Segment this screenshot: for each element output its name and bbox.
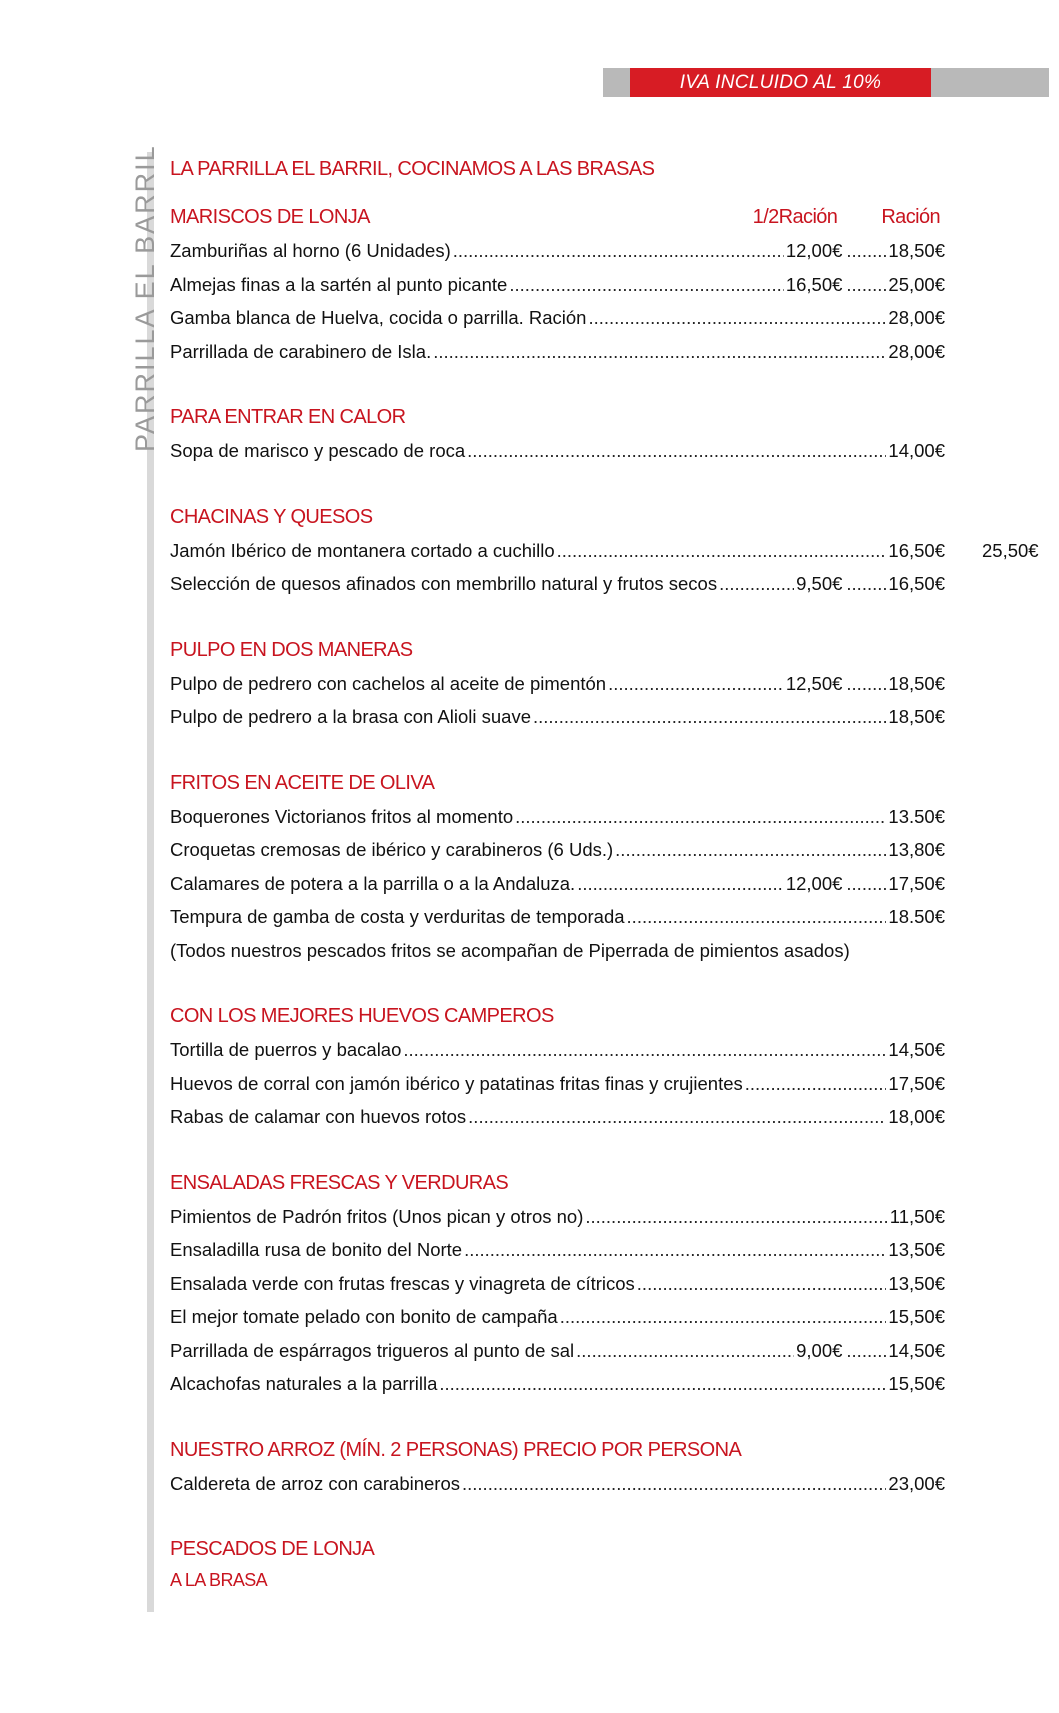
menu-item-price: 23,00€ <box>888 1472 945 1494</box>
menu-item-name: Boquerones Victorianos fritos al momento <box>170 805 514 827</box>
menu-item-price: 16,50€ <box>888 539 945 561</box>
menu-item <box>170 268 945 302</box>
menu-item-name: Tortilla de puerros y bacalao <box>170 1039 402 1060</box>
dot-leader <box>585 1200 887 1234</box>
menu-item-price: 11,50€ <box>889 1205 945 1227</box>
menu-item-price: 13.50€ <box>888 805 945 827</box>
dot-leader <box>627 900 887 934</box>
dot-leader <box>576 1334 794 1368</box>
menu-item-price: 18.50€ <box>888 906 945 927</box>
section-list-huevos <box>170 1033 945 1134</box>
menu-item-half-price: 9,50€ <box>796 573 843 594</box>
section-list-ensaladas <box>170 1200 945 1401</box>
dot-leader <box>560 1300 887 1334</box>
menu-content <box>170 152 1039 1594</box>
dot-leader <box>439 1367 886 1401</box>
menu-title: LA PARRILLA EL BARRIL, COCINAMOS A LAS BRASAS <box>170 158 655 180</box>
menu-item <box>170 1233 945 1267</box>
menu-item-name: Tempura de gamba de costa y verduritas de temporada <box>170 906 625 927</box>
dot-leader <box>846 567 886 601</box>
menu-item-name: Croquetas cremosas de ibérico y carabineros (6 Uds.) <box>170 839 614 860</box>
menu-item-extra-price: 25,50€ <box>982 539 1039 561</box>
menu-item-half-price: 12,00€ <box>785 240 843 261</box>
section-list-fritos <box>170 800 945 934</box>
dot-leader <box>846 667 886 701</box>
menu-item <box>170 1067 945 1101</box>
menu-item <box>170 900 945 934</box>
section-heading-arroz: NUESTRO ARROZ (MÍN. 2 PERSONAS) PRECIO POR PERSONA <box>170 1438 742 1461</box>
menu-item <box>170 301 945 335</box>
menu-item-name: Calamares de potera a la parrilla o a la Andaluza. <box>170 872 576 894</box>
dot-leader <box>403 1033 886 1067</box>
menu-item-price: 17,50€ <box>888 1072 945 1094</box>
iva-banner: IVA INCLUIDO AL 10% <box>630 68 931 97</box>
dot-leader <box>467 434 886 468</box>
section-header-mariscos <box>170 200 945 234</box>
dot-leader <box>615 833 886 867</box>
menu-item <box>170 1200 945 1234</box>
menu-item-name: Pimientos de Padrón fritos (Unos pican y otros no) <box>170 1205 584 1227</box>
section-list-pulpo <box>170 667 945 734</box>
dot-leader <box>468 1100 886 1134</box>
section-list-chacinas <box>170 534 1039 601</box>
menu-item-name: Selección de quesos afinados con membrillo natural y frutos secos <box>170 573 718 594</box>
column-half-ration: 1/2Ración <box>752 206 838 228</box>
menu-item-name: Jamón Ibérico de montanera cortado a cuchillo <box>170 539 555 561</box>
dot-leader <box>588 301 886 335</box>
dot-leader <box>509 268 784 302</box>
dot-leader <box>608 667 784 701</box>
section-subheading-pescados: A LA BRASA <box>170 1570 268 1590</box>
dot-leader <box>846 234 886 268</box>
section-list-calor <box>170 434 945 468</box>
dot-leader <box>515 800 886 834</box>
menu-item-price: 14,50€ <box>888 1339 945 1361</box>
menu-item <box>170 335 945 369</box>
menu-item-price: 15,50€ <box>888 1373 945 1394</box>
menu-item-price: 18,50€ <box>888 706 945 727</box>
section-heading-calor: PARA ENTRAR EN CALOR <box>170 406 406 428</box>
menu-item-name: Alcachofas naturales a la parrilla <box>170 1373 438 1394</box>
menu-item-price: 13,80€ <box>888 839 945 860</box>
menu-item-price: 18,50€ <box>888 672 945 694</box>
menu-item <box>170 567 945 601</box>
menu-item <box>170 800 945 834</box>
dot-leader <box>453 234 784 268</box>
dot-leader <box>462 1467 886 1501</box>
menu-item-name: Pulpo de pedrero con cachelos al aceite de pimentón <box>170 672 607 694</box>
fritos-note: (Todos nuestros pescados fritos se acompañan de Piperrada de pimientos asados) <box>170 939 850 961</box>
menu-item <box>170 234 945 268</box>
menu-item-price: 13,50€ <box>888 1272 945 1294</box>
section-heading-mariscos: MARISCOS DE LONJA <box>170 206 370 228</box>
menu-item-half-price: 12,00€ <box>785 872 843 894</box>
dot-leader <box>745 1067 887 1101</box>
column-ration: Ración <box>881 206 940 228</box>
menu-item <box>170 667 945 701</box>
menu-item <box>170 833 945 867</box>
menu-item <box>170 867 945 901</box>
menu-item-name: Parrillada de carabinero de Isla. <box>170 340 432 362</box>
dot-leader <box>846 867 886 901</box>
menu-item-price: 18,00€ <box>888 1106 945 1127</box>
menu-item-name: El mejor tomate pelado con bonito de campaña <box>170 1306 558 1327</box>
section-list-arroz <box>170 1467 945 1501</box>
menu-item-price: 28,00€ <box>888 340 945 362</box>
menu-item-name: Ensalada verde con frutas frescas y vinagreta de cítricos <box>170 1272 635 1294</box>
dot-leader <box>577 867 784 901</box>
menu-item-half-price: 12,50€ <box>785 672 843 694</box>
menu-item-name: Rabas de calamar con huevos rotos <box>170 1106 467 1127</box>
section-heading-ensaladas: ENSALADAS FRESCAS Y VERDURAS <box>170 1171 509 1194</box>
menu-item-name: Parrillada de espárragos trigueros al punto de sal <box>170 1339 575 1361</box>
menu-item <box>170 1267 945 1301</box>
menu-item <box>170 1467 945 1501</box>
dot-leader <box>533 700 886 734</box>
menu-item-half-price: 16,50€ <box>785 273 843 295</box>
section-list-mariscos <box>170 234 945 368</box>
menu-item-price: 13,50€ <box>888 1239 945 1260</box>
menu-item <box>170 1300 945 1334</box>
section-heading-chacinas: CHACINAS Y QUESOS <box>170 505 373 528</box>
menu-item-price: 14,00€ <box>888 440 945 461</box>
menu-item-name: Huevos de corral con jamón ibérico y patatinas fritas finas y crujientes <box>170 1072 743 1094</box>
section-heading-fritos: FRITOS EN ACEITE DE OLIVA <box>170 771 435 794</box>
menu-item-name: Gamba blanca de Huelva, cocida o parrilla. Ración <box>170 307 587 328</box>
menu-item-name: Almejas finas a la sartén al punto picante <box>170 273 508 295</box>
dot-leader <box>846 1334 886 1368</box>
menu-item-half-price: 9,00€ <box>796 1339 843 1361</box>
menu-item-name: Ensaladilla rusa de bonito del Norte <box>170 1239 463 1260</box>
menu-item <box>170 1100 945 1134</box>
menu-item-name: Zamburiñas al horno (6 Unidades) <box>170 240 451 261</box>
dot-leader <box>557 534 887 568</box>
menu-item-name: Sopa de marisco y pescado de roca <box>170 440 466 461</box>
menu-item <box>170 1367 945 1401</box>
menu-item <box>170 534 1039 568</box>
dot-leader <box>433 335 886 369</box>
menu-item-price: 15,50€ <box>888 1306 945 1327</box>
menu-item-price: 25,00€ <box>888 273 945 295</box>
menu-item <box>170 434 945 468</box>
section-heading-pescados: PESCADOS DE LONJA <box>170 1538 375 1560</box>
menu-item-price: 18,50€ <box>888 240 945 261</box>
menu-item-price: 28,00€ <box>888 307 945 328</box>
side-title: PARRILLA EL BARRIL <box>130 144 160 452</box>
menu-item-price: 14,50€ <box>888 1039 945 1060</box>
menu-item-price: 17,50€ <box>888 872 945 894</box>
dot-leader <box>719 567 794 601</box>
menu-item <box>170 1033 945 1067</box>
menu-item-price: 16,50€ <box>888 573 945 594</box>
section-heading-pulpo: PULPO EN DOS MANERAS <box>170 638 413 661</box>
dot-leader <box>464 1233 886 1267</box>
section-heading-huevos: CON LOS MEJORES HUEVOS CAMPEROS <box>170 1005 554 1027</box>
menu-item-name: Pulpo de pedrero a la brasa con Alioli suave <box>170 706 531 727</box>
dot-leader <box>846 268 886 302</box>
dot-leader <box>637 1267 887 1301</box>
menu-item <box>170 700 945 734</box>
menu-item-name: Caldereta de arroz con carabineros <box>170 1472 460 1494</box>
menu-item <box>170 1334 945 1368</box>
